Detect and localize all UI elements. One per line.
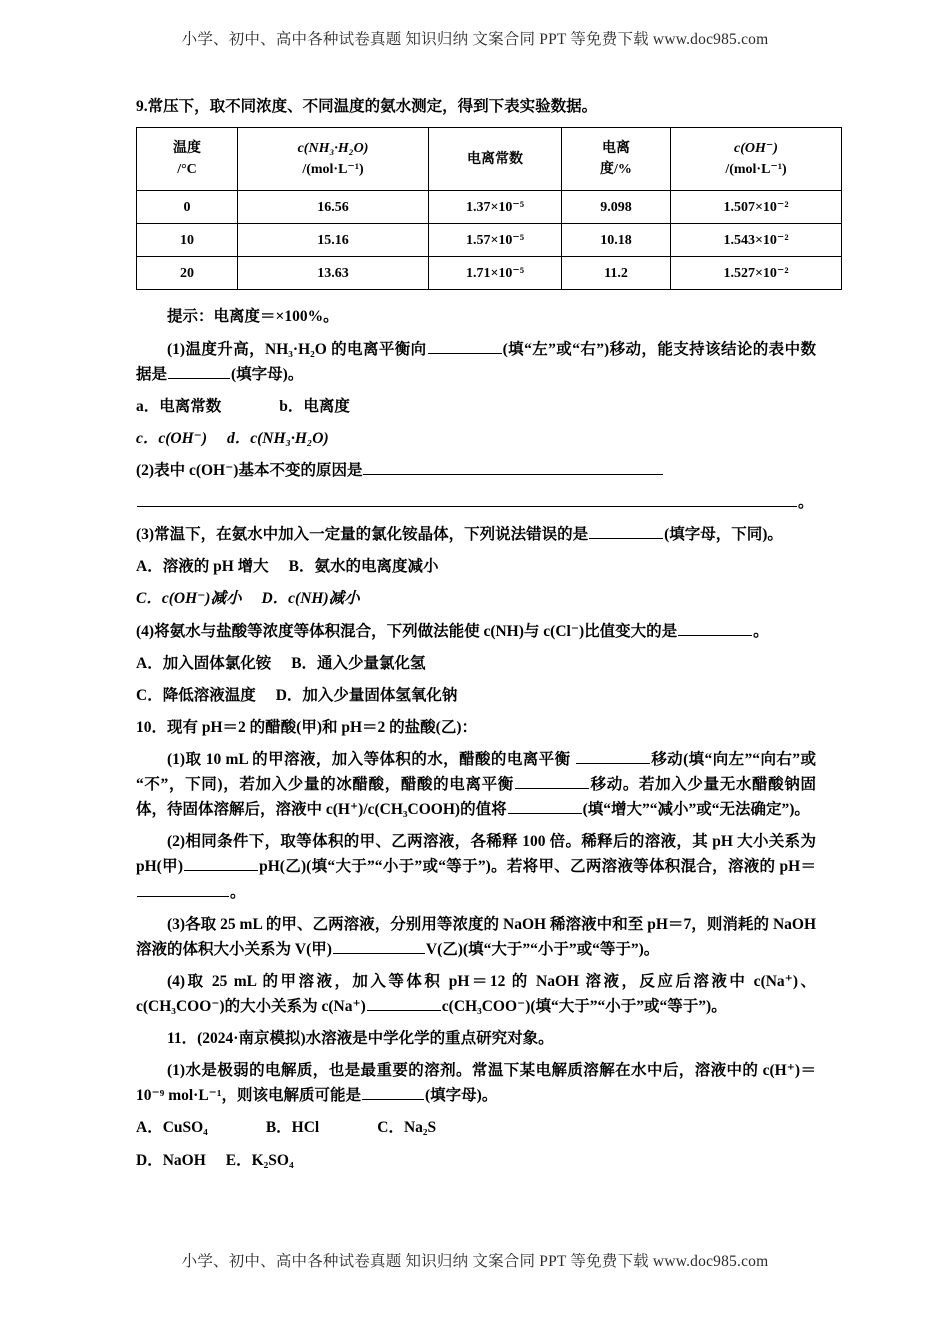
header-ionization-degree: 电离 度/% — [562, 128, 671, 191]
watermark-top: 小学、初中、高中各种试卷真题 知识归纳 文案合同 PPT 等免费下载 www.doc985.com — [181, 31, 769, 48]
cell-ionization-degree: 9.098 — [562, 191, 671, 224]
q11-p1-seg2: (填字母)。 — [425, 1087, 498, 1105]
q9-p4-text-b: 。 — [753, 622, 769, 640]
q9-p4-options-row-1 — [136, 651, 816, 676]
q10-p1-seg1: (1)取 10 mL 的甲溶液，加入等体积的水，醋酸的电离平衡 — [167, 751, 575, 768]
q10-p3-seg1: (3)各取 25 mL 的甲、乙两溶液，分别用等浓度的 NaOH 稀溶液中和至 pH＝7，则消耗的 NaOH 溶液的体积大小关系为 V(甲) — [136, 915, 816, 958]
header-ionization-constant: 电离常数 — [429, 128, 562, 191]
cell-ionization-degree: 10.18 — [562, 224, 671, 257]
table-header-row — [137, 128, 842, 191]
q10-p1-seg3: 移动。若加入少量无水醋酸钠固体，待固体溶解后，溶液中 c(H⁺)/c(CH₃COOH)的值将 — [136, 776, 816, 819]
q9-p4-option-d[interactable]: D．加入少量固体氢氧化钠 — [275, 686, 458, 704]
question-9-part-2 — [136, 458, 816, 483]
cell-hydroxide-concentration: 1.507×10⁻² — [671, 191, 842, 224]
header-temperature: 温度 /°C — [137, 128, 238, 191]
header-hydroxide-concentration: c(OH⁻) /(mol·L⁻¹) — [671, 128, 842, 191]
q11-option-a[interactable]: A．CuSO₄ — [136, 1119, 208, 1137]
question-10-part-1 — [136, 747, 816, 822]
cell-temperature: 20 — [137, 257, 238, 290]
cell-ionization-constant: 1.57×10⁻⁵ — [429, 224, 562, 257]
q11-option-b[interactable]: B．HCl — [265, 1119, 320, 1137]
q9-p3-blank[interactable] — [589, 524, 663, 540]
q10-p1-blank-3[interactable] — [508, 799, 582, 815]
watermark-bottom: 小学、初中、高中各种试卷真题 知识归纳 文案合同 PPT 等免费下载 www.doc985.com — [181, 1253, 769, 1270]
q11-options-row-2 — [136, 1148, 816, 1173]
cell-temperature: 0 — [137, 191, 238, 224]
q9-p3-option-d[interactable]: D．c(NH)减小 — [261, 590, 360, 608]
question-11-stem: 11．(2024·南京模拟)水溶液是中学化学的重点研究对象。 — [167, 1030, 554, 1048]
cell-temperature: 10 — [137, 224, 238, 257]
question-10-part-4 — [136, 969, 816, 1019]
q9-option-a[interactable]: a．电离常数 — [136, 397, 222, 415]
question-10-part-3 — [136, 912, 816, 962]
q9-p2-text-b: 。 — [798, 494, 814, 512]
q10-p2-seg3: 。 — [230, 883, 246, 901]
header-concentration: c(NH₃·H₂O) /(mol·L⁻¹) — [238, 128, 429, 191]
cell-ionization-degree: 11.2 — [562, 257, 671, 290]
table-row — [137, 224, 842, 257]
cell-concentration: 16.56 — [238, 191, 429, 224]
q9-p3-options-row-2 — [136, 586, 816, 611]
q10-p2-seg1: (2)相同条件下，取等体积的甲、乙两溶液，各稀释 100 倍。稀释后的溶液，其 pH 大小关系为 pH(甲) — [136, 833, 816, 876]
table-row — [137, 257, 842, 290]
question-9-stem: 9.常压下，取不同浓度、不同温度的氨水测定，得到下表实验数据。 — [136, 98, 598, 115]
q11-p1-blank[interactable] — [362, 1085, 424, 1101]
q10-p3-seg2: V(乙)(填“大于”“小于”或“等于”)。 — [425, 940, 660, 958]
q9-p1-text-b: (填“左”或“右”)移动，能支持该结论的表中数据是 — [136, 340, 816, 383]
question-9-part-1 — [136, 337, 816, 387]
q9-p3-text-a: (3)常温下，在氨水中加入一定量的氯化铵晶体，下列说法错误的是 — [136, 526, 589, 544]
q10-p3-blank[interactable] — [333, 938, 425, 954]
q9-p3-option-c[interactable]: C．c(OH⁻)减小 — [136, 590, 242, 608]
q10-p2-blank-1[interactable] — [184, 856, 258, 872]
q9-options-row-1 — [136, 394, 816, 419]
q11-option-c[interactable]: C．Na₂S — [377, 1119, 437, 1137]
q9-p4-option-b[interactable]: B．通入少量氯化氢 — [291, 654, 426, 672]
q9-option-c[interactable]: c．c(OH⁻) — [136, 429, 208, 447]
q11-options-row-1 — [136, 1115, 816, 1140]
q9-p3-option-b[interactable]: B．氨水的电离度减小 — [288, 558, 439, 576]
q10-p2-seg2: pH(乙)(填“大于”“小于”或“等于”)。若将甲、乙两溶液等体积混合，溶液的 pH＝ — [259, 858, 816, 876]
table-head — [137, 128, 842, 191]
cell-hydroxide-concentration: 1.543×10⁻² — [671, 224, 842, 257]
q9-p4-blank[interactable] — [678, 620, 752, 636]
q10-p1-blank-1[interactable] — [576, 748, 650, 764]
q9-p1-blank-2[interactable] — [168, 363, 230, 379]
cell-concentration: 13.63 — [238, 257, 429, 290]
cell-ionization-constant: 1.37×10⁻⁵ — [429, 191, 562, 224]
q9-p1-blank-1[interactable] — [428, 338, 502, 354]
q10-p4-blank[interactable] — [367, 995, 441, 1011]
q9-options-row-2 — [136, 426, 816, 451]
q11-option-e[interactable]: E．K₂SO₄ — [225, 1151, 294, 1169]
q11-option-d[interactable]: D．NaOH — [136, 1151, 206, 1169]
content-column — [136, 96, 816, 1180]
ammonia-data-table — [136, 127, 842, 290]
cell-hydroxide-concentration: 1.527×10⁻² — [671, 257, 842, 290]
q9-p3-text-b: (填字母，下同)。 — [664, 526, 783, 544]
q9-p3-options-row-1 — [136, 554, 816, 579]
q9-p3-option-a[interactable]: A．溶液的 pH 增大 — [136, 558, 269, 576]
q9-p4-text-a: (4)将氨水与盐酸等浓度等体积混合，下列做法能使 c(NH)与 c(Cl⁻)比值变大的是 — [136, 622, 678, 640]
q9-p4-option-a[interactable]: A．加入固体氯化铵 — [136, 654, 272, 672]
q10-p4-seg1: (4)取 25 mL 的甲溶液，加入等体积 pH＝12 的 NaOH 溶液，反应后溶液中 c(Na⁺)、c(CH₃COO⁻)的大小关系为 c(Na⁺) — [136, 972, 816, 1015]
question-10-part-2 — [136, 829, 816, 904]
q11-p1-seg1: (1)水是极弱的电解质，也是最重要的溶剂。常温下某电解质溶解在水中后，溶液中的 c(H⁺)＝10⁻⁹ mol·L⁻¹，则该电解质可能是 — [136, 1062, 816, 1105]
question-9-hint: 提示：电离度＝×100%。 — [167, 308, 339, 326]
table-row — [137, 191, 842, 224]
q9-p1-text-c: (填字母)。 — [231, 365, 304, 383]
q10-p1-blank-2[interactable] — [515, 773, 589, 789]
question-9-part-3 — [136, 522, 816, 547]
q9-p1-text-a: (1)温度升高，NH₃·H₂O 的电离平衡向 — [167, 340, 427, 358]
question-10-stem: 10．现有 pH＝2 的醋酸(甲)和 pH＝2 的盐酸(乙)： — [136, 718, 478, 736]
q9-p2-text-a: (2)表中 c(OH⁻)基本不变的原因是 — [136, 462, 363, 480]
q10-p4-seg2: c(CH₃COO⁻)(填“大于”“小于”或“等于”)。 — [441, 997, 727, 1015]
question-9-part-2-line2 — [136, 490, 816, 515]
q9-option-b[interactable]: b．电离度 — [279, 397, 350, 415]
q10-p1-seg2: 移动(填“向左”“向右”或“不”，下同)，若加入少量的冰醋酸，醋酸的电离平衡 — [136, 751, 816, 794]
question-9-part-4 — [136, 619, 816, 644]
cell-ionization-constant: 1.71×10⁻⁵ — [429, 257, 562, 290]
question-11-part-1 — [136, 1058, 816, 1108]
q9-option-d[interactable]: d．c(NH₃·H₂O) — [227, 429, 329, 447]
q9-p2-blank-1[interactable] — [363, 459, 663, 475]
q9-p4-option-c[interactable]: C．降低溶液温度 — [136, 686, 256, 704]
cell-concentration: 15.16 — [238, 224, 429, 257]
table-body — [137, 191, 842, 290]
q9-p4-options-row-2 — [136, 683, 816, 708]
q10-p2-blank-2[interactable] — [137, 881, 229, 897]
q9-p2-blank-2[interactable] — [137, 491, 797, 507]
q10-p1-seg4: (填“增大”“减小”或“无法确定”)。 — [582, 801, 810, 819]
